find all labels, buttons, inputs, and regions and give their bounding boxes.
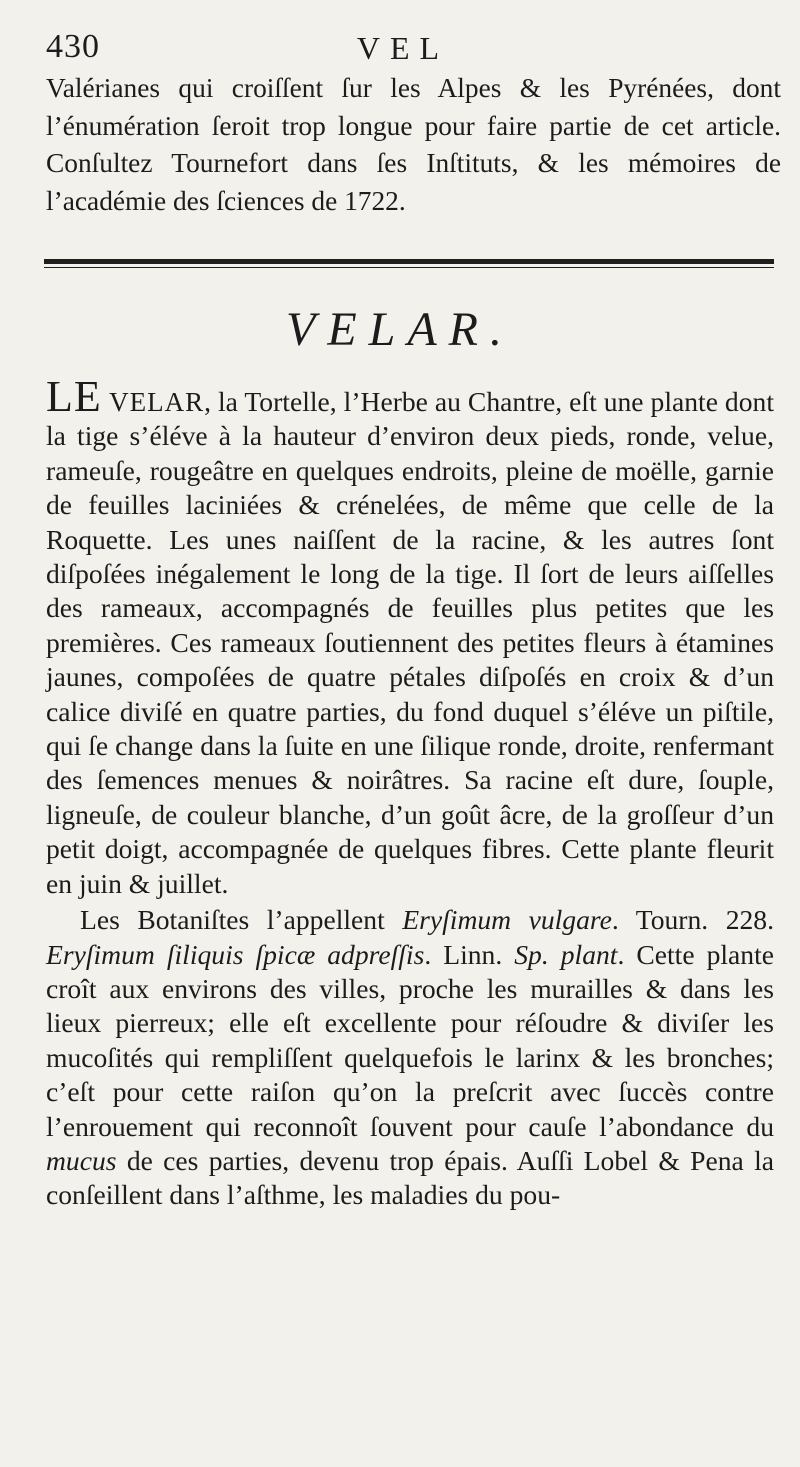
latin-name-2: Eryſimum ſiliquis ſpicæ adpreſſis: [46, 938, 425, 970]
latin-term: mucus: [46, 1144, 117, 1176]
paragraph-2-text-3: . Linn.: [424, 938, 515, 970]
continued-paragraph: Valérianes qui croiſſent ſur les Alpes & les Pyrénées, dont l’énumération ſeroit trop longue pour faire partie de cet article. Conſultez Tournefort dans ſes Inſtituts, & les mémoires de l’académie des ſciences de 1722.: [46, 73, 781, 216]
page-number: 430: [46, 28, 100, 65]
headword: VELAR: [101, 387, 205, 417]
paragraph-1-text: , la Tortelle, l’Herbe au Chantre, eſt une plante dont la tige s’éléve à la hauteur d’environ deux pieds, ronde, velue, rameuſe, rougeâtre en quelques endroits, pleine de moëlle, garnie de feuilles laciniées & crénelées, de même que celle de la Roquette. Les unes naiſſent de la racine, & les autres ſont diſpoſées inégalement le long de la tige. Il ſort de leurs aiſſelles des rameaux, accompagnés de feuilles plus petites que les premières. Ces rameaux ſoutiennent des petites fleurs à étamines jaunes, compoſées de quatre pétales diſpoſés en croix & d’un calice diviſé en quatre parties, du fond duquel s’éléve un piſtile, qui ſe change dans la ſuite en une ſilique ronde, droite, renfermant des ſemences menues & noirâtres. Sa racine eſt dure, ſouple, ligneuſe, de couleur blanche, d’un goût âcre, de la groſſeur d’un petit doigt, accompagnée de quelques fibres. Cette plante fleurit en juin & juillet.: [46, 386, 774, 899]
running-head: VEL: [356, 30, 450, 66]
paragraph-2-text-4: . Cette plante croît aux environs des villes, proche les murailles & dans les lieux pierreux; elle eſt excellente pour réſoudre & diviſer les mucoſités qui rempliſſent quelquefois le larinx & les bronches; c’eſt pour cette raiſon qu’on la preſcrit avec ſuccès contre l’enrouement qui reconnoît ſouvent pour cauſe l’abondance du: [46, 938, 775, 1142]
page-header: [46, 28, 760, 72]
paragraph-2-text-5: de ces parties, devenu trop épais. Auſſi Lobel & Pena la conſeillent dans l’aſthme, les maladies du pou-: [46, 1144, 774, 1211]
drop-cap: LE: [46, 372, 102, 421]
entry-paragraph-2: [46, 903, 774, 1213]
reference-abbrev: Sp. plant: [514, 938, 618, 970]
entry-paragraph-1: [46, 372, 774, 901]
entry-body: [46, 372, 775, 1213]
paragraph-2-text-1: Les Botaniſtes l’appellent: [80, 904, 403, 936]
latin-name-1: Eryſimum vulgare: [402, 904, 612, 936]
paragraph-2-text-2: . Tourn. 228.: [611, 904, 774, 936]
entry-title: VELAR.: [286, 303, 514, 356]
section-divider-rule: [44, 259, 774, 268]
